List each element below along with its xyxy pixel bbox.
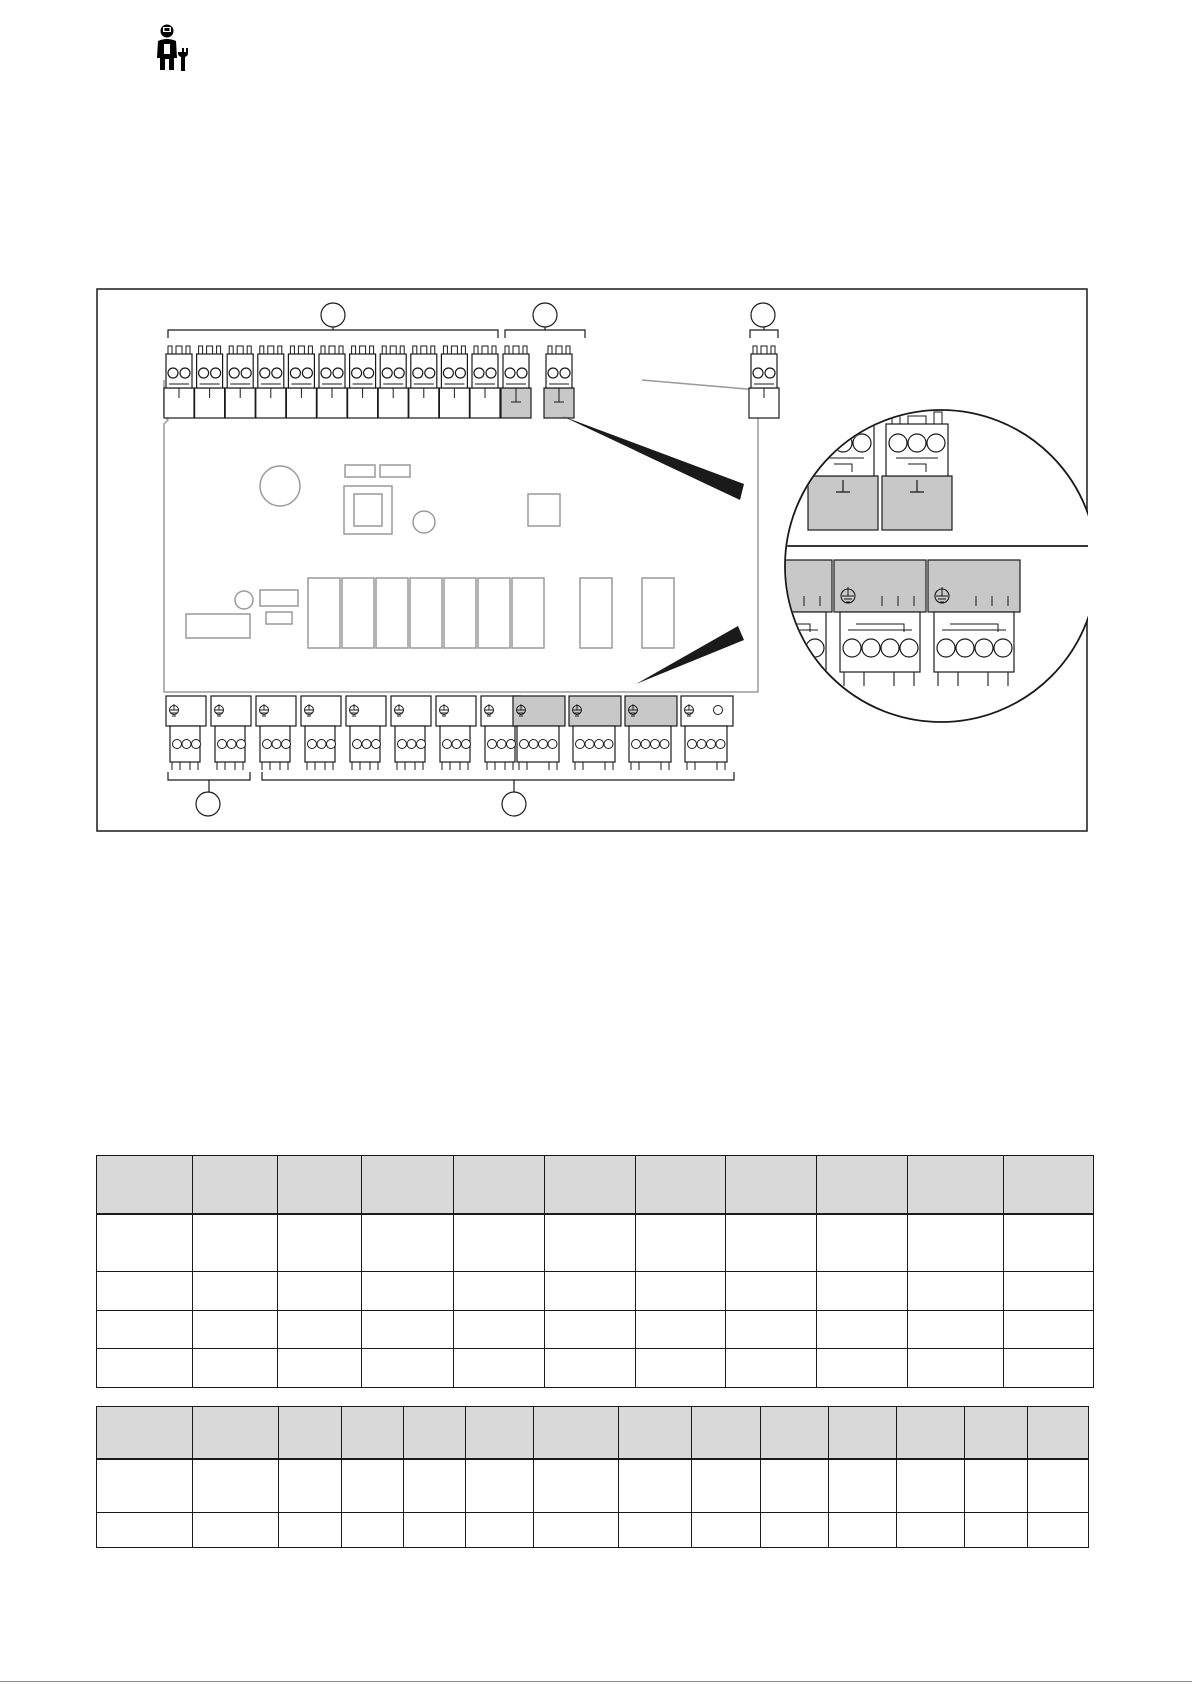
table-cell (545, 1214, 636, 1272)
table-cell (692, 1512, 760, 1547)
terminal-base (346, 696, 386, 726)
table-cell (817, 1310, 908, 1349)
header-cell (193, 1407, 278, 1460)
terminal-screw (853, 434, 871, 452)
table-cell (97, 1310, 193, 1349)
terminal-screw (260, 368, 270, 378)
terminal-base (211, 696, 251, 726)
terminal-screw (282, 740, 291, 749)
terminal-screw (505, 368, 515, 378)
terminal-screw (407, 740, 416, 749)
table-cell (726, 1272, 817, 1311)
terminal-base (928, 560, 1020, 612)
table-cell (1004, 1310, 1094, 1349)
terminal-screw (237, 740, 246, 749)
table-cell (362, 1310, 454, 1349)
table-cell (97, 1459, 193, 1512)
table-cell (341, 1512, 403, 1547)
header-cell (278, 1156, 362, 1214)
table-row (97, 1459, 1089, 1512)
table-cell (897, 1459, 965, 1512)
table-cell (828, 1512, 896, 1547)
terminal-screw (182, 740, 191, 749)
table-cell (828, 1459, 896, 1512)
table-cell (1004, 1349, 1094, 1388)
terminal-screw (651, 740, 660, 749)
table-row (97, 1512, 1089, 1547)
header-cell (97, 1407, 193, 1460)
table-cell (97, 1512, 193, 1547)
terminal-screw (333, 368, 343, 378)
terminal-screw (218, 740, 227, 749)
terminal-base (834, 560, 926, 612)
table-cell (533, 1512, 618, 1547)
table-cell (726, 1349, 817, 1388)
terminal-screw (585, 740, 594, 749)
table-cell (636, 1349, 726, 1388)
terminal-base (625, 696, 677, 726)
table-cell (1004, 1214, 1094, 1272)
header-cell (726, 1156, 817, 1214)
header-cell (908, 1156, 1004, 1214)
table-cell (97, 1272, 193, 1311)
terminal-screw (529, 740, 538, 749)
terminal-screw (353, 740, 362, 749)
terminal-screw (517, 368, 527, 378)
terminal-base (569, 696, 621, 726)
terminal-screw (398, 740, 407, 749)
terminal-base (166, 696, 206, 726)
table-cell (545, 1310, 636, 1349)
table-cell (97, 1214, 193, 1272)
terminal-screw (548, 740, 557, 749)
table-cell (362, 1272, 454, 1311)
table-cell (760, 1459, 828, 1512)
header-cell (454, 1156, 545, 1214)
terminal-screw (908, 434, 926, 452)
terminal-screw (632, 740, 641, 749)
terminal-screw (443, 368, 453, 378)
table-cell (726, 1214, 817, 1272)
table-cell (817, 1214, 908, 1272)
table-cell (97, 1349, 193, 1388)
table-cell (726, 1310, 817, 1349)
table-cell (278, 1214, 362, 1272)
terminal-screw (394, 368, 404, 378)
callout-circle (533, 303, 557, 327)
terminal-screw (539, 740, 548, 749)
table-cell (545, 1349, 636, 1388)
terminal-screw (707, 740, 716, 749)
terminal-screw (455, 368, 465, 378)
header-cell (362, 1156, 454, 1214)
table-cell (278, 1512, 341, 1547)
data-table-1 (96, 1155, 1094, 1388)
terminal-screw (372, 740, 381, 749)
table-cell (1004, 1272, 1094, 1311)
table-cell (454, 1214, 545, 1272)
terminal-screw (173, 740, 182, 749)
header-cell (828, 1407, 896, 1460)
terminal-screw (364, 368, 374, 378)
table-cell (454, 1272, 545, 1311)
terminal-screw (180, 368, 190, 378)
terminal-base (301, 696, 341, 726)
header-cell (619, 1407, 692, 1460)
terminal-screw (443, 740, 452, 749)
table-cell (193, 1214, 278, 1272)
terminal-screw (900, 639, 918, 657)
terminal-base (436, 696, 476, 726)
terminal-screw (641, 740, 650, 749)
terminal-screw (382, 368, 392, 378)
table-cell (817, 1349, 908, 1388)
terminal-screw (486, 368, 496, 378)
header-cell (466, 1407, 533, 1460)
table-cell (466, 1459, 533, 1512)
terminal-screw (994, 639, 1012, 657)
terminal-screw (889, 434, 907, 452)
terminal-base (513, 696, 565, 726)
callout-circle (196, 792, 220, 816)
table-cell (965, 1459, 1027, 1512)
terminal-screw (417, 740, 426, 749)
terminal-screw (272, 368, 282, 378)
table-cell (760, 1512, 828, 1547)
terminal-screw (462, 740, 471, 749)
table-cell (545, 1272, 636, 1311)
header-cell (193, 1156, 278, 1214)
table-cell (193, 1310, 278, 1349)
terminal-screw (862, 639, 880, 657)
terminal-screw (881, 639, 899, 657)
terminal-screw (168, 368, 178, 378)
terminal-screw (975, 639, 993, 657)
terminal-screw (716, 740, 725, 749)
header-cell (760, 1407, 828, 1460)
table-cell (817, 1272, 908, 1311)
terminal-base (681, 696, 733, 726)
terminal-screw (927, 434, 945, 452)
table-cell (278, 1459, 341, 1512)
terminal-screw (688, 740, 697, 749)
terminal-screw (660, 740, 669, 749)
terminal-screw (302, 368, 312, 378)
table-cell (362, 1214, 454, 1272)
table-cell (193, 1272, 278, 1311)
terminal-screw (327, 740, 336, 749)
header-cell (692, 1407, 760, 1460)
table-cell (193, 1512, 278, 1547)
table-cell (404, 1512, 466, 1547)
terminal-screw (272, 740, 281, 749)
table-cell (1027, 1459, 1088, 1512)
table-row (97, 1272, 1094, 1311)
callout-circle (751, 303, 775, 327)
table-cell (454, 1310, 545, 1349)
terminal-screw (199, 368, 209, 378)
table-cell (908, 1310, 1004, 1349)
terminal-screw (753, 368, 763, 378)
table-cell (619, 1459, 692, 1512)
table-cell (1027, 1512, 1088, 1547)
terminal-screw (413, 368, 423, 378)
table-cell (404, 1459, 466, 1512)
terminal-screw (560, 368, 570, 378)
terminal-screw (308, 740, 317, 749)
table-cell (278, 1349, 362, 1388)
header-cell (97, 1156, 193, 1214)
terminal-screw (604, 740, 613, 749)
table-cell (897, 1512, 965, 1547)
table-row (97, 1214, 1094, 1272)
table-cell (193, 1459, 278, 1512)
table-cell (454, 1349, 545, 1388)
table-cell (908, 1272, 1004, 1311)
terminal-screw (956, 639, 974, 657)
table-row (97, 1310, 1094, 1349)
terminal-screw (241, 368, 251, 378)
header-cell (404, 1407, 466, 1460)
header-cell (341, 1407, 403, 1460)
table-header-row (97, 1407, 1089, 1460)
terminal-screw (497, 740, 506, 749)
table-cell (341, 1459, 403, 1512)
header-cell (965, 1407, 1027, 1460)
table-cell (636, 1310, 726, 1349)
terminal-screw (211, 368, 221, 378)
callout-circle (502, 792, 526, 816)
terminal-screw (765, 368, 775, 378)
terminal-screw (452, 740, 461, 749)
terminal-screw (474, 368, 484, 378)
terminal-screw (321, 368, 331, 378)
terminal-screw (290, 368, 300, 378)
table-cell (466, 1512, 533, 1547)
terminal-screw (362, 740, 371, 749)
terminal-screw (317, 740, 326, 749)
footer-rule (0, 1681, 1192, 1682)
table-cell (619, 1512, 692, 1547)
terminal-screw (425, 368, 435, 378)
table-cell (692, 1459, 760, 1512)
table-cell (636, 1214, 726, 1272)
header-cell (1004, 1156, 1094, 1214)
table-cell (636, 1272, 726, 1311)
header-cell (817, 1156, 908, 1214)
data-table-2 (96, 1406, 1089, 1548)
terminal-screw (227, 740, 236, 749)
terminal-screw (548, 368, 558, 378)
header-cell (545, 1156, 636, 1214)
table-header-row (97, 1156, 1094, 1214)
terminal-base (391, 696, 431, 726)
header-cell (636, 1156, 726, 1214)
table-cell (278, 1272, 362, 1311)
table-cell (908, 1349, 1004, 1388)
table-cell (362, 1349, 454, 1388)
table-cell (908, 1214, 1004, 1272)
table-cell (965, 1512, 1027, 1547)
callout-circle (321, 303, 345, 327)
header-cell (1027, 1407, 1088, 1460)
table-cell (193, 1349, 278, 1388)
terminal-screw (520, 740, 529, 749)
terminal-screw (843, 639, 861, 657)
terminal-screw (697, 740, 706, 749)
terminal-screw (229, 368, 239, 378)
table-cell (278, 1310, 362, 1349)
header-cell (278, 1407, 341, 1460)
table-cell (533, 1459, 618, 1512)
header-cell (897, 1407, 965, 1460)
terminal-screw (263, 740, 272, 749)
installer-icon (155, 22, 189, 74)
terminal-screw (576, 740, 585, 749)
terminal-screw (192, 740, 201, 749)
terminal-screw (937, 639, 955, 657)
terminal-base (256, 696, 296, 726)
terminal-screw (507, 740, 516, 749)
header-cell (533, 1407, 618, 1460)
terminal-screw (595, 740, 604, 749)
terminal-board-diagram (96, 288, 1088, 832)
table-row (97, 1349, 1094, 1388)
terminal-screw (352, 368, 362, 378)
terminal-screw (488, 740, 497, 749)
